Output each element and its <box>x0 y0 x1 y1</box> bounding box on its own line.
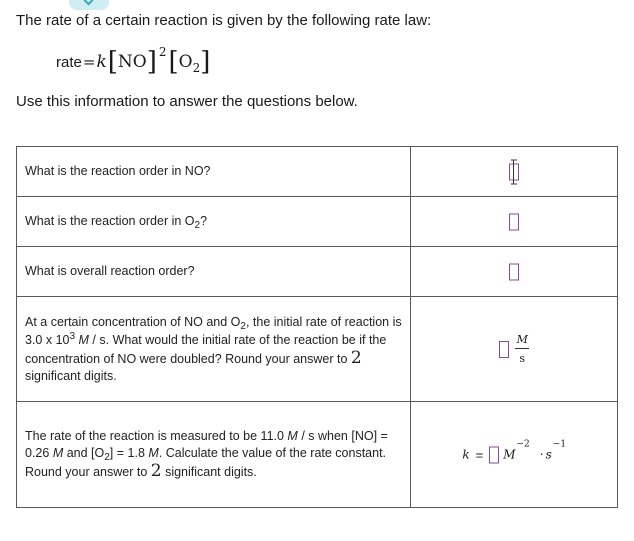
equals-sign: = <box>82 53 96 71</box>
question-text: What is overall reaction order? <box>17 247 411 297</box>
unit-dot: · <box>539 447 544 462</box>
species-o2: $O_2$ <box>178 52 201 75</box>
rate-word: rate <box>56 53 82 71</box>
rate-constant-expression <box>462 439 567 463</box>
instructions-text: Use this information to answer the questions below. <box>16 93 358 110</box>
rate-law-equation <box>56 44 210 80</box>
question-text: What is the reaction order in NO? <box>17 147 411 197</box>
answer-cell <box>411 147 618 197</box>
answer-cell <box>411 297 618 402</box>
chevron-down-icon <box>84 0 94 5</box>
question-text: The rate of the reaction is measured to be 11.0 M / s when [NO] = 0.26 M and $[O_2] = 1.8$ M. Calculate the value of the rate constant. Round your answer to 2 significant digits. <box>17 402 411 508</box>
answer-cell <box>411 247 618 297</box>
collapse-tab[interactable] <box>69 0 109 10</box>
question-row <box>17 297 618 402</box>
unit-numerator: M <box>516 333 528 346</box>
answer-cell <box>411 197 618 247</box>
bracket-close: ] <box>200 47 211 77</box>
question-row <box>17 402 618 508</box>
rate-unit-fraction <box>515 333 530 365</box>
exponent-no: 2 <box>158 45 167 59</box>
k-label: k <box>462 447 470 462</box>
unit-exponent: −1 <box>552 439 567 450</box>
species-no: NO <box>117 52 147 72</box>
text-cursor-icon <box>513 159 515 184</box>
question-row <box>17 197 618 247</box>
question-table <box>16 146 618 508</box>
rate-constant-input[interactable] <box>489 446 499 463</box>
rate-constant-symbol: k <box>96 52 107 72</box>
bracket-open: [ <box>168 47 179 77</box>
answer-cell <box>411 402 618 508</box>
doubled-rate-input[interactable] <box>499 341 509 358</box>
question-text: At a certain concentration of NO and $O_2$, the initial rate of reaction is 3.0 x $10^3$ M / s. What would the initial rate of the reaction be if the concentration of NO were doubled? Round your answer to 2 significant digits. <box>17 297 411 402</box>
unit-molarity: M <box>503 447 516 462</box>
unit-seconds: s <box>545 447 552 462</box>
bracket-close: ] <box>146 47 157 77</box>
order-o2-input[interactable] <box>509 213 519 230</box>
question-row <box>17 247 618 297</box>
question-text: What is the reaction order in $O_2$? <box>17 197 411 247</box>
unit-denominator: s <box>519 352 526 365</box>
question-row <box>17 147 618 197</box>
bracket-open: [ <box>107 47 118 77</box>
unit-exponent: −2 <box>516 439 530 450</box>
equals-sign: = <box>475 447 484 462</box>
overall-order-input[interactable] <box>509 263 519 280</box>
intro-text: The rate of a certain reaction is given by the following rate law: <box>16 12 432 29</box>
